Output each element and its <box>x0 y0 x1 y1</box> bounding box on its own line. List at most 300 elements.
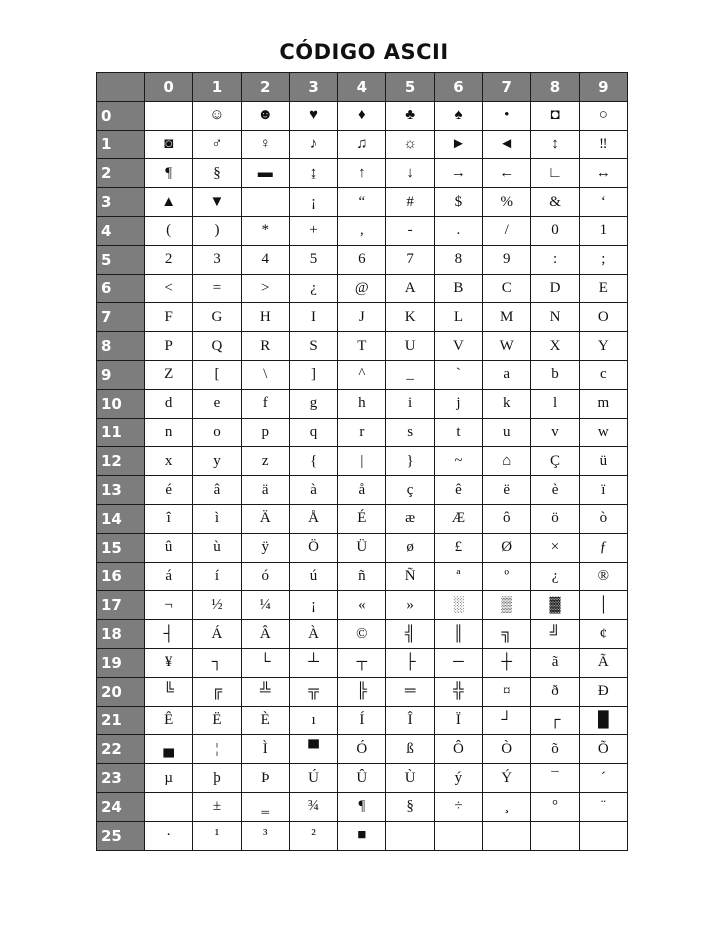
char-cell: á <box>145 562 193 591</box>
char-cell: ☼ <box>386 130 434 159</box>
char-cell: Ú <box>289 764 337 793</box>
table-row <box>97 274 628 303</box>
char-cell: ◘ <box>531 101 579 130</box>
table-row <box>97 101 628 130</box>
char-cell: ♀ <box>241 130 289 159</box>
char-cell: â <box>193 476 241 505</box>
table-row <box>97 821 628 850</box>
char-cell: Ó <box>338 735 386 764</box>
char-cell: ë <box>483 476 531 505</box>
ascii-table <box>96 72 628 851</box>
table-row <box>97 332 628 361</box>
table-row <box>97 476 628 505</box>
char-cell: ╗ <box>483 620 531 649</box>
char-cell: ± <box>193 792 241 821</box>
table-row <box>97 533 628 562</box>
char-cell: ← <box>483 159 531 188</box>
char-cell: / <box>483 216 531 245</box>
char-cell: ï <box>579 476 627 505</box>
row-header: 19 <box>97 648 145 677</box>
char-cell: ® <box>579 562 627 591</box>
row-header: 21 <box>97 706 145 735</box>
char-cell: ► <box>434 130 482 159</box>
char-cell: h <box>338 389 386 418</box>
column-header-1: 1 <box>193 73 241 102</box>
column-header-0: 0 <box>145 73 193 102</box>
char-cell: È <box>241 706 289 735</box>
table-row <box>97 504 628 533</box>
char-cell: t <box>434 418 482 447</box>
char-cell: ı <box>289 706 337 735</box>
char-cell: ¶ <box>338 792 386 821</box>
char-cell: õ <box>531 735 579 764</box>
char-cell: ↨ <box>289 159 337 188</box>
char-cell: Û <box>338 764 386 793</box>
char-cell: Ü <box>338 533 386 562</box>
char-cell: * <box>241 216 289 245</box>
char-cell: _ <box>386 360 434 389</box>
char-cell: 2 <box>145 245 193 274</box>
char-cell: § <box>193 159 241 188</box>
char-cell: > <box>241 274 289 303</box>
table-row <box>97 447 628 476</box>
char-cell: @ <box>338 274 386 303</box>
char-cell: ─ <box>434 648 482 677</box>
char-cell: ♫ <box>338 130 386 159</box>
row-header: 14 <box>97 504 145 533</box>
char-cell: É <box>338 504 386 533</box>
char-cell: F <box>145 303 193 332</box>
char-cell: █ <box>579 706 627 735</box>
table-row <box>97 648 628 677</box>
char-cell: Í <box>338 706 386 735</box>
char-cell: └ <box>241 648 289 677</box>
char-cell: ¹ <box>193 821 241 850</box>
row-header: 1 <box>97 130 145 159</box>
char-cell: % <box>483 188 531 217</box>
char-cell: 9 <box>483 245 531 274</box>
char-cell: ¾ <box>289 792 337 821</box>
char-cell: = <box>193 274 241 303</box>
char-cell: A <box>386 274 434 303</box>
char-cell: ╚ <box>145 677 193 706</box>
row-header: 12 <box>97 447 145 476</box>
char-cell <box>386 821 434 850</box>
char-cell: M <box>483 303 531 332</box>
char-cell: R <box>241 332 289 361</box>
char-cell: T <box>338 332 386 361</box>
char-cell: X <box>531 332 579 361</box>
char-cell: Ã <box>579 648 627 677</box>
table-row <box>97 620 628 649</box>
char-cell: } <box>386 447 434 476</box>
row-header: 7 <box>97 303 145 332</box>
char-cell: s <box>386 418 434 447</box>
char-cell: , <box>338 216 386 245</box>
char-cell: w <box>579 418 627 447</box>
char-cell: ┼ <box>483 648 531 677</box>
char-cell: ♦ <box>338 101 386 130</box>
char-cell: µ <box>145 764 193 793</box>
char-cell: ù <box>193 533 241 562</box>
char-cell: - <box>386 216 434 245</box>
char-cell: ´ <box>579 764 627 793</box>
char-cell: m <box>579 389 627 418</box>
column-header-9: 9 <box>579 73 627 102</box>
char-cell: K <box>386 303 434 332</box>
char-cell: ß <box>386 735 434 764</box>
table-row <box>97 303 628 332</box>
char-cell: ð <box>531 677 579 706</box>
table-row <box>97 216 628 245</box>
row-header: 17 <box>97 591 145 620</box>
char-cell: ♣ <box>386 101 434 130</box>
char-cell: Â <box>241 620 289 649</box>
char-cell: ┬ <box>338 648 386 677</box>
char-cell: . <box>434 216 482 245</box>
char-cell: J <box>338 303 386 332</box>
char-cell: ò <box>579 504 627 533</box>
table-row <box>97 764 628 793</box>
row-header: 22 <box>97 735 145 764</box>
char-cell: ┴ <box>289 648 337 677</box>
char-cell: ║ <box>434 620 482 649</box>
row-header: 0 <box>97 101 145 130</box>
char-cell: ↕ <box>531 130 579 159</box>
char-cell: ⌂ <box>483 447 531 476</box>
char-cell: ¿ <box>289 274 337 303</box>
char-cell <box>579 821 627 850</box>
char-cell <box>483 821 531 850</box>
char-cell: g <box>289 389 337 418</box>
char-cell: û <box>145 533 193 562</box>
char-cell: ) <box>193 216 241 245</box>
table-row <box>97 159 628 188</box>
char-cell: ╦ <box>289 677 337 706</box>
char-cell: 4 <box>241 245 289 274</box>
char-cell: | <box>338 447 386 476</box>
table-row <box>97 792 628 821</box>
row-header: 10 <box>97 389 145 418</box>
char-cell: ╩ <box>241 677 289 706</box>
char-cell: ¡ <box>289 188 337 217</box>
char-cell: « <box>338 591 386 620</box>
char-cell: ø <box>386 533 434 562</box>
char-cell: ♪ <box>289 130 337 159</box>
char-cell: f <box>241 389 289 418</box>
char-cell: ú <box>289 562 337 591</box>
char-cell: Ç <box>531 447 579 476</box>
char-cell: ∟ <box>531 159 579 188</box>
char-cell: N <box>531 303 579 332</box>
char-cell: # <box>386 188 434 217</box>
char-cell: Ø <box>483 533 531 562</box>
char-cell: “ <box>338 188 386 217</box>
table-row <box>97 677 628 706</box>
char-cell: Ò <box>483 735 531 764</box>
char-cell: Å <box>289 504 337 533</box>
row-header: 8 <box>97 332 145 361</box>
char-cell: ↑ <box>338 159 386 188</box>
char-cell: Á <box>193 620 241 649</box>
char-cell: ä <box>241 476 289 505</box>
table-row <box>97 735 628 764</box>
char-cell: l <box>531 389 579 418</box>
row-header: 23 <box>97 764 145 793</box>
char-cell: Ö <box>289 533 337 562</box>
char-cell: │ <box>579 591 627 620</box>
char-cell: 3 <box>193 245 241 274</box>
char-cell: ¬ <box>145 591 193 620</box>
column-header-row <box>97 73 628 102</box>
char-cell: ‼ <box>579 130 627 159</box>
char-cell: ‘ <box>579 188 627 217</box>
char-cell: e <box>193 389 241 418</box>
char-cell: ÿ <box>241 533 289 562</box>
char-cell: ( <box>145 216 193 245</box>
row-header: 9 <box>97 360 145 389</box>
char-cell: À <box>289 620 337 649</box>
char-cell: • <box>483 101 531 130</box>
row-header: 18 <box>97 620 145 649</box>
char-cell: § <box>386 792 434 821</box>
row-header: 4 <box>97 216 145 245</box>
char-cell: ^ <box>338 360 386 389</box>
char-cell: ♂ <box>193 130 241 159</box>
char-cell: Q <box>193 332 241 361</box>
char-cell: è <box>531 476 579 505</box>
char-cell: Æ <box>434 504 482 533</box>
table-row <box>97 188 628 217</box>
char-cell: Ê <box>145 706 193 735</box>
char-cell: ▲ <box>145 188 193 217</box>
char-cell: ã <box>531 648 579 677</box>
char-cell: í <box>193 562 241 591</box>
char-cell: o <box>193 418 241 447</box>
char-cell: £ <box>434 533 482 562</box>
table-row <box>97 418 628 447</box>
char-cell: Ð <box>579 677 627 706</box>
char-cell: ┌ <box>531 706 579 735</box>
char-cell: à <box>289 476 337 505</box>
char-cell: y <box>193 447 241 476</box>
char-cell: → <box>434 159 482 188</box>
char-cell: p <box>241 418 289 447</box>
char-cell: L <box>434 303 482 332</box>
char-cell: ☻ <box>241 101 289 130</box>
char-cell: º <box>483 562 531 591</box>
char-cell: ╣ <box>386 620 434 649</box>
row-header: 13 <box>97 476 145 505</box>
char-cell: C <box>483 274 531 303</box>
char-cell: v <box>531 418 579 447</box>
char-cell: 1 <box>579 216 627 245</box>
char-cell: 6 <box>338 245 386 274</box>
char-cell: I <box>289 303 337 332</box>
char-cell: æ <box>386 504 434 533</box>
char-cell: P <box>145 332 193 361</box>
char-cell: Ë <box>193 706 241 735</box>
char-cell: 8 <box>434 245 482 274</box>
char-cell: ý <box>434 764 482 793</box>
table-row <box>97 591 628 620</box>
char-cell: S <box>289 332 337 361</box>
char-cell: d <box>145 389 193 418</box>
char-cell: ↔ <box>579 159 627 188</box>
table-row <box>97 706 628 735</box>
column-header-8: 8 <box>531 73 579 102</box>
char-cell: ╬ <box>434 677 482 706</box>
column-header-7: 7 <box>483 73 531 102</box>
char-cell <box>145 101 193 130</box>
page-title: CÓDIGO ASCII <box>279 40 449 64</box>
column-header-2: 2 <box>241 73 289 102</box>
char-cell: ñ <box>338 562 386 591</box>
char-cell: ▀ <box>289 735 337 764</box>
char-cell: Ô <box>434 735 482 764</box>
char-cell: G <box>193 303 241 332</box>
char-cell: : <box>531 245 579 274</box>
row-header: 5 <box>97 245 145 274</box>
char-cell: + <box>289 216 337 245</box>
char-cell: ¼ <box>241 591 289 620</box>
char-cell: Y <box>579 332 627 361</box>
char-cell: Ï <box>434 706 482 735</box>
char-cell: D <box>531 274 579 303</box>
char-cell: ┤ <box>145 620 193 649</box>
char-cell: Ñ <box>386 562 434 591</box>
char-cell: x <box>145 447 193 476</box>
char-cell <box>241 188 289 217</box>
char-cell: ¨ <box>579 792 627 821</box>
char-cell: W <box>483 332 531 361</box>
char-cell: ═ <box>386 677 434 706</box>
table-body <box>97 101 628 850</box>
char-cell <box>145 792 193 821</box>
char-cell: ç <box>386 476 434 505</box>
char-cell: ◙ <box>145 130 193 159</box>
char-cell: î <box>145 504 193 533</box>
char-cell: n <box>145 418 193 447</box>
char-cell: Ý <box>483 764 531 793</box>
column-header-5: 5 <box>386 73 434 102</box>
char-cell: \ <box>241 360 289 389</box>
table-row <box>97 562 628 591</box>
column-header-3: 3 <box>289 73 337 102</box>
char-cell: ƒ <box>579 533 627 562</box>
char-cell: ▄ <box>145 735 193 764</box>
char-cell: ╔ <box>193 677 241 706</box>
char-cell: ª <box>434 562 482 591</box>
char-cell: ○ <box>579 101 627 130</box>
row-header: 3 <box>97 188 145 217</box>
row-header: 20 <box>97 677 145 706</box>
char-cell: B <box>434 274 482 303</box>
char-cell: U <box>386 332 434 361</box>
table-row <box>97 360 628 389</box>
char-cell: ├ <box>386 648 434 677</box>
char-cell: ¯ <box>531 764 579 793</box>
char-cell: ◄ <box>483 130 531 159</box>
char-cell: × <box>531 533 579 562</box>
char-cell: V <box>434 332 482 361</box>
char-cell: k <box>483 389 531 418</box>
char-cell: ░ <box>434 591 482 620</box>
char-cell: é <box>145 476 193 505</box>
char-cell: ¦ <box>193 735 241 764</box>
char-cell: ▬ <box>241 159 289 188</box>
char-cell: Õ <box>579 735 627 764</box>
char-cell: ¿ <box>531 562 579 591</box>
char-cell: å <box>338 476 386 505</box>
char-cell: b <box>531 360 579 389</box>
char-cell: Þ <box>241 764 289 793</box>
char-cell: ° <box>531 792 579 821</box>
char-cell: ] <box>289 360 337 389</box>
char-cell: ▒ <box>483 591 531 620</box>
char-cell: Ì <box>241 735 289 764</box>
char-cell: 7 <box>386 245 434 274</box>
table-row <box>97 245 628 274</box>
char-cell: · <box>145 821 193 850</box>
row-header: 15 <box>97 533 145 562</box>
char-cell: ¡ <box>289 591 337 620</box>
char-cell: ‗ <box>241 792 289 821</box>
row-header: 24 <box>97 792 145 821</box>
char-cell: ▓ <box>531 591 579 620</box>
char-cell: Z <box>145 360 193 389</box>
char-cell: O <box>579 303 627 332</box>
char-cell: ü <box>579 447 627 476</box>
column-header-4: 4 <box>338 73 386 102</box>
row-header: 25 <box>97 821 145 850</box>
char-cell: ┐ <box>193 648 241 677</box>
char-cell: & <box>531 188 579 217</box>
char-cell: ½ <box>193 591 241 620</box>
char-cell: ¶ <box>145 159 193 188</box>
char-cell: ~ <box>434 447 482 476</box>
char-cell: ¤ <box>483 677 531 706</box>
char-cell: ê <box>434 476 482 505</box>
char-cell: [ <box>193 360 241 389</box>
corner-cell <box>97 73 145 102</box>
char-cell: ` <box>434 360 482 389</box>
char-cell: ╝ <box>531 620 579 649</box>
char-cell: þ <box>193 764 241 793</box>
char-cell: $ <box>434 188 482 217</box>
char-cell: i <box>386 389 434 418</box>
char-cell <box>531 821 579 850</box>
row-header: 16 <box>97 562 145 591</box>
char-cell: { <box>289 447 337 476</box>
char-cell: a <box>483 360 531 389</box>
char-cell: ó <box>241 562 289 591</box>
char-cell: Ù <box>386 764 434 793</box>
table-row <box>97 130 628 159</box>
char-cell: ╠ <box>338 677 386 706</box>
char-cell: ³ <box>241 821 289 850</box>
char-cell: ☺ <box>193 101 241 130</box>
char-cell: » <box>386 591 434 620</box>
char-cell: Ä <box>241 504 289 533</box>
table-row <box>97 389 628 418</box>
char-cell: z <box>241 447 289 476</box>
char-cell: 5 <box>289 245 337 274</box>
char-cell: < <box>145 274 193 303</box>
char-cell: 0 <box>531 216 579 245</box>
char-cell: q <box>289 418 337 447</box>
char-cell: j <box>434 389 482 418</box>
